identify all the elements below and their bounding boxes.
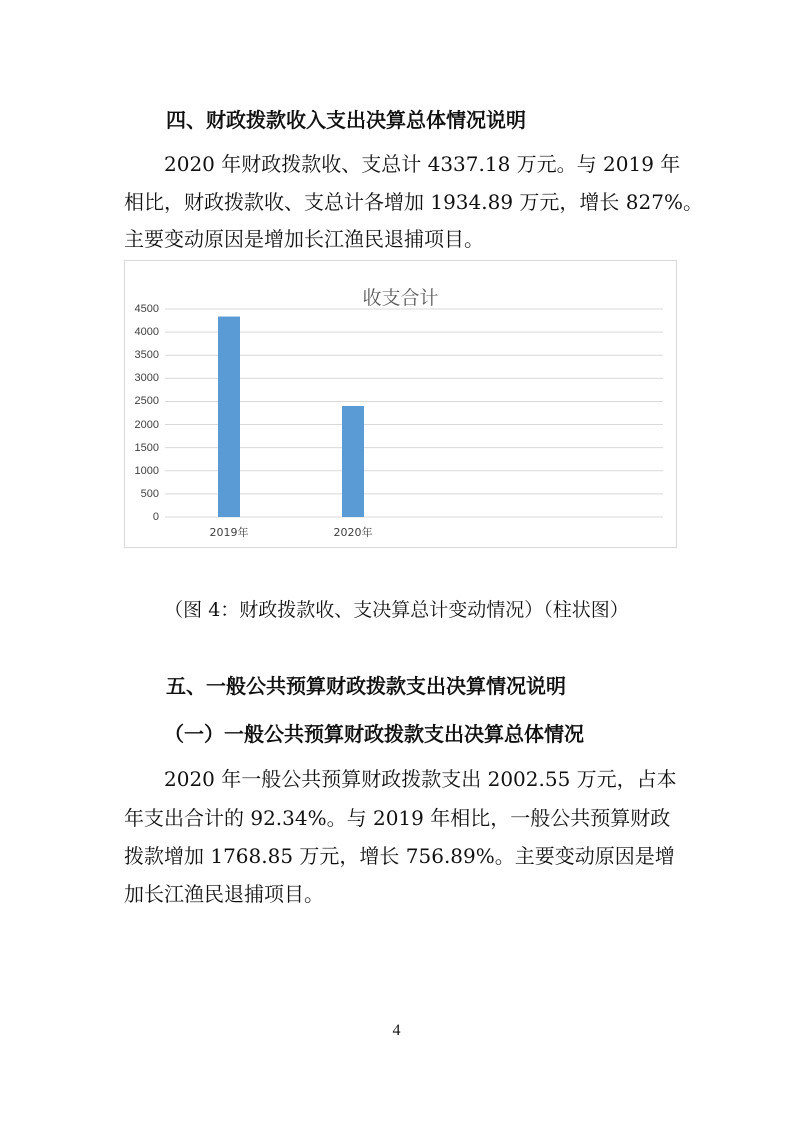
section4-para-line-1: 2020 年财政拨款收、支总计 4337.18 万元。与 2019 年 — [164, 152, 681, 176]
y-tick-label: 500 — [140, 487, 159, 500]
y-tick-label: 4500 — [134, 303, 159, 315]
section5-heading: 五、一般公共预算财政拨款支出决算情况说明 — [166, 674, 566, 698]
x-tick-label: 2019年 — [209, 526, 249, 539]
bar-chart — [124, 260, 677, 548]
section5-para-line-2: 年支出合计的 92.34%。与 2019 年相比，一般公共预算财政 — [124, 806, 671, 830]
section5-subheading: （一）一般公共预算财政拨款支出决算总体情况 — [164, 722, 584, 746]
y-tick-label: 0 — [152, 511, 159, 523]
y-tick-label: 2000 — [134, 418, 159, 431]
page-number: 4 — [392, 1022, 401, 1039]
y-tick-label: 3500 — [134, 349, 159, 362]
section5-para-line-4: 加长江渔民退捕项目。 — [124, 882, 324, 906]
section4-para-line-3: 主要变动原因是增加长江渔民退捕项目。 — [124, 227, 484, 251]
section5-para-line-1: 2020 年一般公共预算财政拨款支出 2002.55 万元，占本 — [164, 767, 677, 791]
chart-plot — [125, 261, 676, 547]
section4-heading: 四、财政拨款收入支出决算总体情况说明 — [166, 108, 526, 132]
section4-para-line-2: 相比，财政拨款收、支总计各增加 1934.89 万元，增长 827%。 — [124, 190, 703, 214]
y-tick-label: 2500 — [134, 395, 159, 408]
x-tick-label: 2020年 — [333, 526, 373, 539]
y-tick-label: 3000 — [134, 372, 159, 385]
chart-title: 收支合计 — [362, 287, 439, 309]
y-tick-label: 1500 — [134, 441, 159, 454]
figure-caption: （图 4：财政拨款收、支决算总计变动情况）（柱状图） — [164, 599, 629, 621]
y-tick-label: 4000 — [134, 326, 159, 339]
bar-2020年 — [342, 406, 364, 517]
section5-para-line-3: 拨款增加 1768.85 万元，增长 756.89%。主要变动原因是增 — [124, 844, 675, 868]
y-tick-label: 1000 — [134, 464, 159, 477]
bar-2019年 — [218, 317, 240, 517]
